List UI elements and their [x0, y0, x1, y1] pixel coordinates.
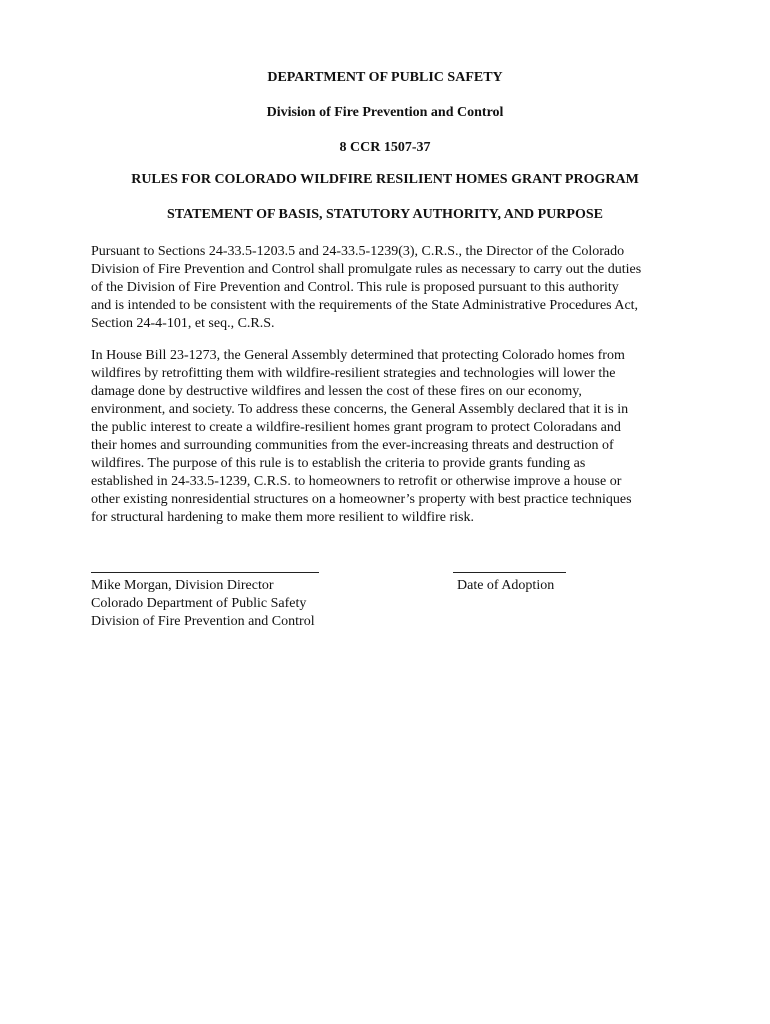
date-of-adoption-label: Date of Adoption: [457, 578, 555, 593]
signatory-block: [91, 577, 315, 631]
paragraph-line: of the Division of Fire Prevention and Control. This rule is proposed pursuant to this authority: [91, 280, 619, 295]
paragraph-line: their homes and surrounding communities from the ever-increasing threats and destruction of: [91, 438, 614, 453]
paragraph-line: Section 24-4-101, et seq., C.R.S.: [91, 316, 275, 331]
ccr-citation: 8 CCR 1507-37: [339, 140, 431, 155]
rules-title: RULES FOR COLORADO WILDFIRE RESILIENT HOMES GRANT PROGRAM: [131, 172, 639, 187]
signatory-division: Division of Fire Prevention and Control: [91, 614, 315, 629]
signatory-department: Colorado Department of Public Safety: [91, 596, 307, 611]
signatory-name: Mike Morgan, Division Director: [91, 578, 274, 593]
authority-paragraph: [91, 243, 691, 333]
paragraph-line: for structural hardening to make them more resilient to wildfire risk.: [91, 510, 474, 525]
paragraph-line: wildfires by retrofitting them with wildfire-resilient strategies and technologies will lower the: [91, 366, 616, 381]
paragraph-line: Pursuant to Sections 24-33.5-1203.5 and 24-33.5-1239(3), C.R.S., the Director of the Colorado: [91, 244, 625, 259]
paragraph-line: and is intended to be consistent with the requirements of the State Administrative Procedures Act,: [91, 298, 639, 313]
date-line: [453, 572, 566, 573]
paragraph-line: damage done by destructive wildfires and lessen the cost of these fires on our economy,: [91, 384, 582, 399]
paragraph-line: In House Bill 23-1273, the General Assembly determined that protecting Colorado homes from: [91, 348, 625, 363]
paragraph-line: environment, and society. To address these concerns, the General Assembly declared that it is in: [91, 402, 629, 417]
purpose-paragraph: [91, 347, 691, 527]
paragraph-line: wildfires. The purpose of this rule is to establish the criteria to provide grants funding as: [91, 456, 586, 471]
paragraph-line: other existing nonresidential structures on a homeowner’s property with best practice techniques: [91, 492, 632, 507]
division-heading: Division of Fire Prevention and Control: [266, 105, 504, 120]
paragraph-line: Division of Fire Prevention and Control shall promulgate rules as necessary to carry out the duties: [91, 262, 642, 277]
paragraph-line: the public interest to create a wildfire-resilient homes grant program to protect Coloradans and: [91, 420, 621, 435]
department-heading: DEPARTMENT OF PUBLIC SAFETY: [267, 70, 503, 85]
statement-title: STATEMENT OF BASIS, STATUTORY AUTHORITY, AND PURPOSE: [167, 207, 603, 222]
signature-line: [91, 572, 319, 573]
date-block: [457, 577, 554, 595]
paragraph-line: established in 24-33.5-1239, C.R.S. to homeowners to retrofit or otherwise improve a house or: [91, 474, 622, 489]
